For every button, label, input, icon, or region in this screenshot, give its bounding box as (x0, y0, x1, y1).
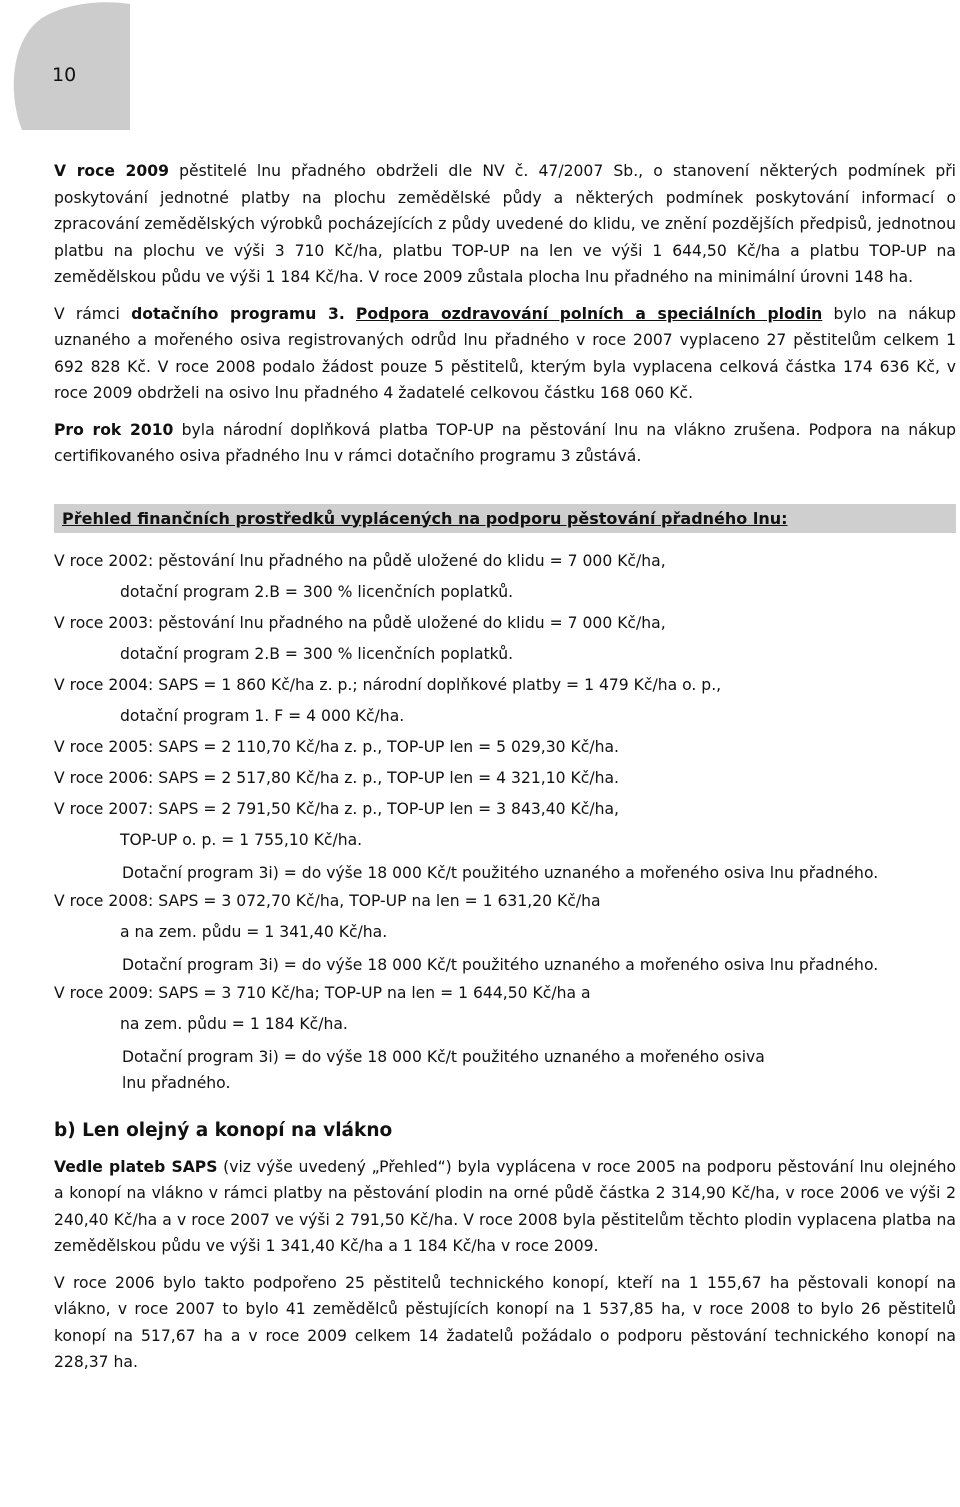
overview-line: dotační program 1. F = 4 000 Kč/ha. (120, 706, 405, 725)
overview-line: lnu přadného. (122, 1073, 231, 1092)
overview-heading (54, 504, 956, 533)
paragraph-text: byla národní doplňková platba TOP-UP na pěstování lnu na vlákno zrušena. Podpora na nákup certifikovaného osiva přadného lnu v rámci dotačního programu 3 zůstává. (54, 420, 956, 465)
overview-line: V roce 2009: SAPS = 3 710 Kč/ha; TOP-UP na len = 1 644,50 Kč/ha a (54, 983, 591, 1002)
paragraph-text: pěstitelé lnu přadného obdrželi dle NV č. 47/2007 Sb., o stanovení některých podmínek při poskytování jednotné platby na plochu zemědělské půdy a některých podmínek poskytování informací o zpracování zemědělských výrobků pocházejících z půdy uvedené do klidu, ve znění pozdějších předpisů, jednotnou platbu na plochu ve výši 3 710 Kč/ha, platbu TOP-UP na len ve výši 1 644,50 Kč/ha a platbu TOP-UP na zemědělskou půdu ve výši 1 184 Kč/ha. V roce 2009 zůstala plocha lnu přadného na minimální úrovni 148 ha. (54, 162, 956, 286)
spacer (345, 305, 356, 323)
overview-line: Dotační program 3i) = do výše 18 000 Kč/t použitého uznaného a mořeného osiva lnu přadného. (122, 863, 879, 882)
overview-line: V roce 2004: SAPS = 1 860 Kč/ha z. p.; národní doplňkové platby = 1 479 Kč/ha o. p., (54, 675, 722, 694)
program-title: Podpora ozdravování polních a speciálních plodin (355, 304, 823, 323)
overview-line: Dotační program 3i) = do výše 18 000 Kč/t použitého uznaného a mořeného osiva (122, 1047, 765, 1066)
overview-line: na zem. půdu = 1 184 Kč/ha. (120, 1014, 348, 1033)
document-body (54, 158, 956, 1376)
overview-line: V roce 2003: pěstování lnu přadného na půdě uložené do klidu = 7 000 Kč/ha, (54, 613, 666, 632)
overview-2006: V roce 2006: SAPS = 2 517,80 Kč/ha z. p., TOP-UP len = 4 321,10 Kč/ha. (54, 768, 619, 787)
page-number: 10 (52, 64, 77, 86)
overview-line: V roce 2002: pěstování lnu přadného na půdě uložené do klidu = 7 000 Kč/ha, (54, 551, 666, 570)
overview-2003 (54, 608, 956, 670)
overview-2002 (54, 546, 956, 608)
overview-line: dotační program 2.B = 300 % licenčních poplatků. (120, 644, 514, 663)
paragraph-saps (54, 1154, 956, 1260)
overview-line: a na zem. půdu = 1 341,40 Kč/ha. (120, 922, 388, 941)
overview-line: dotační program 2.B = 300 % licenčních poplatků. (120, 582, 514, 601)
overview-line: V roce 2007: SAPS = 2 791,50 Kč/ha z. p., TOP-UP len = 3 843,40 Kč/ha, (54, 799, 619, 818)
paragraph-2009-payments (54, 158, 956, 291)
overview-2008 (54, 886, 956, 978)
overview-2004 (54, 670, 956, 732)
paragraph-subsidy-program-3 (54, 301, 956, 407)
paragraph-lead: Vedle plateb SAPS (54, 1157, 218, 1176)
paragraph-text: (viz výše uvedený „Přehled“) byla vyplácena v roce 2005 na podporu pěstování lnu olejného a konopí na vlákno v rámci platby na pěstování plodin na orné půdě částka 2 314,90 Kč/ha, v roce 2006 ve výši 2 240,40 Kč/ha a v roce 2007 ve výši 2 791,50 Kč/ha. V roce 2008 byla pěstitelům těchto plodin vyplacena platba na zemědělskou půdu ve výši 1 341,40 Kč/ha a 1 184 Kč/ha v roce 2009. (54, 1157, 956, 1255)
paragraph-lead: Pro rok 2010 (54, 420, 174, 439)
program-name: dotačního programu 3. (131, 304, 345, 323)
overview-line: TOP-UP o. p. = 1 755,10 Kč/ha. (120, 830, 363, 849)
paragraph-2010 (54, 417, 956, 470)
paragraph-lead: V roce 2009 (54, 162, 169, 180)
section-b-title: b) Len olejný a konopí na vlákno (54, 1119, 393, 1141)
paragraph-text: V rámci (54, 304, 132, 323)
overview-list (54, 546, 956, 1096)
overview-2007 (54, 794, 956, 886)
paragraph-text: bylo na nákup uznaného a mořeného osiva registrovaných odrůd lnu přadného v roce 2007 vyplaceno 27 pěstitelům celkem 1 692 828 Kč. V roce 2008 podalo žádost pouze 5 pěstitelů, kterým byla vyplacena celková částka 174 636 Kč, v roce 2009 obdrželi na osivo lnu přadného 4 žadatelé celkovou částku 168 060 Kč. (54, 304, 956, 402)
overview-2005: V roce 2005: SAPS = 2 110,70 Kč/ha z. p., TOP-UP len = 5 029,30 Kč/ha. (54, 737, 619, 756)
paragraph-hemp-2006: V roce 2006 bylo takto podpořeno 25 pěstitelů technického konopí, kteří na 1 155,67 ha pěstovali konopí na vlákno, v roce 2007 to bylo 41 zemědělců pěstujících konopí na 1 537,85 ha, v roce 2008 to bylo 26 pěstitelů konopí na 517,67 ha a v roce 2009 celkem 14 žadatelů požádalo o podporu pěstování technického konopí na 228,37 ha. (54, 1273, 956, 1371)
overview-2009 (54, 978, 956, 1096)
overview-line: Dotační program 3i) = do výše 18 000 Kč/t použitého uznaného a mořeného osiva lnu přadného. (122, 955, 879, 974)
overview-line: V roce 2008: SAPS = 3 072,70 Kč/ha, TOP-UP na len = 1 631,20 Kč/ha (54, 891, 601, 910)
overview-heading-text: Přehled finančních prostředků vyplácených na podporu pěstování přadného lnu: (62, 508, 788, 528)
